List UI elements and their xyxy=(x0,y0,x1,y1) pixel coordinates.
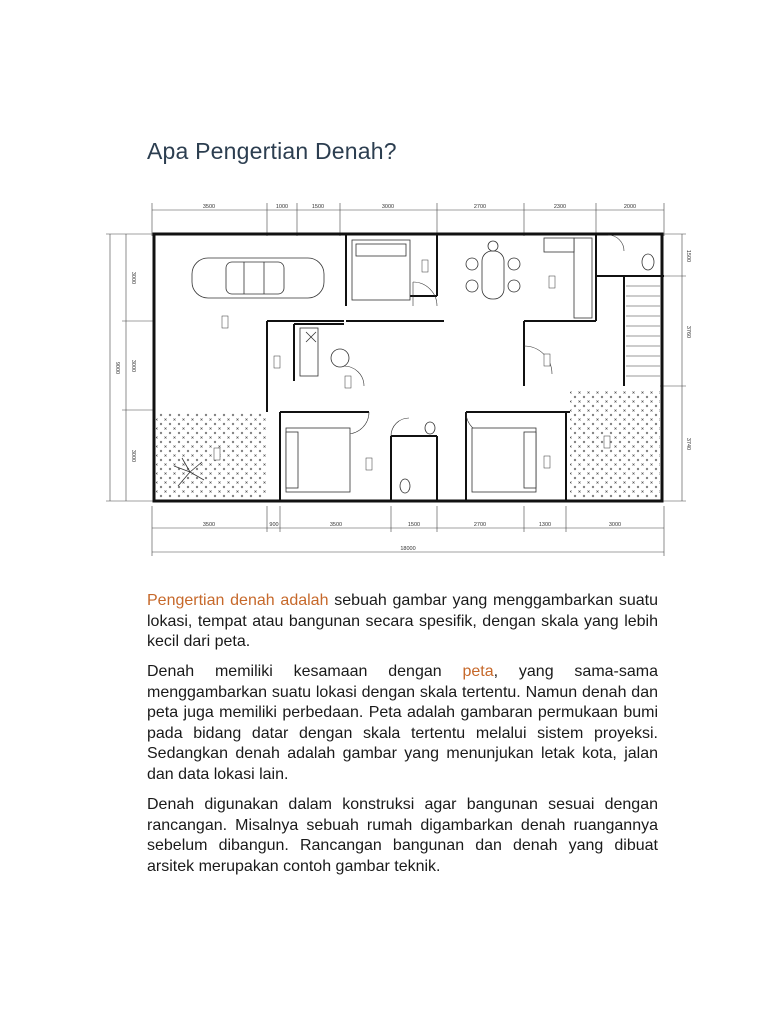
paragraph-3: Denah digunakan dalam konstruksi agar bangunan sesuai dengan rancangan. Misalnya sebuah rumah digambarkan denah ruangannya sebelum dibangun. Rancangan bangunan dan denah yang dibuat arsitek merupakan contoh gambar teknik. xyxy=(147,796,658,875)
dim-top-label: 3500 xyxy=(202,204,216,210)
paragraph-1 xyxy=(147,591,658,653)
dim-bottom-label: 1500 xyxy=(407,522,421,528)
dim-top-label: 3000 xyxy=(381,204,395,210)
bed-icon xyxy=(472,428,536,492)
dim-left-total-label: 9000 xyxy=(114,361,120,375)
dim-bottom-label: 3500 xyxy=(329,522,343,528)
peta-link[interactable]: peta xyxy=(462,663,494,680)
dim-left-label: 3000 xyxy=(130,359,136,373)
dim-top-label: 1500 xyxy=(311,204,325,210)
dim-bottom-label: 2700 xyxy=(473,522,487,528)
page-title: Apa Pengertian Denah? xyxy=(147,138,397,164)
bed-icon xyxy=(352,240,410,300)
dimension-right xyxy=(660,234,686,501)
stairs-icon xyxy=(626,286,660,376)
paragraph-2 xyxy=(147,662,658,785)
dim-total-label: 18000 xyxy=(400,546,416,552)
dim-left-label: 3000 xyxy=(130,449,136,463)
sofa-icon xyxy=(300,328,349,376)
car-icon xyxy=(192,258,324,298)
dim-top-label: 2300 xyxy=(553,204,567,210)
dim-bottom-label: 3500 xyxy=(202,522,216,528)
dim-left-label: 3000 xyxy=(130,271,136,285)
dim-right-label: 3740 xyxy=(685,437,691,451)
dim-right-label: 1500 xyxy=(685,249,691,263)
garden-left xyxy=(156,412,267,498)
dim-top-label: 1000 xyxy=(275,204,289,210)
dimension-left xyxy=(106,234,154,501)
dim-bottom-label: 1300 xyxy=(538,522,552,528)
paragraph-1-text: sebuah gambar yang menggambarkan suatu lokasi, tempat atau bangunan secara spesifik, dengan skala yang lebih kecil dari peta. xyxy=(147,592,658,650)
bed-icon xyxy=(286,428,350,492)
paragraph-2-before: Denah memiliki kesamaan dengan xyxy=(147,663,442,680)
dim-bottom-label: 3000 xyxy=(608,522,622,528)
dimension-top xyxy=(152,203,664,236)
floor-plan xyxy=(104,196,691,558)
dim-top-label: 2000 xyxy=(623,204,637,210)
definition-highlight: Pengertian denah adalah xyxy=(147,592,329,609)
dim-right-label: 3760 xyxy=(685,325,691,339)
paragraph-2-after: , yang sama-sama menggambarkan suatu lokasi dengan skala tertentu. Namun denah dan peta juga memiliki perbedaan. Peta adalah gambaran permukaan bumi pada bidang datar dengan skala tertentu melalui sistem proyeksi. Sedangkan denah adalah gambar yang menunjukan letak kota, jalan dan data lokasi lain. xyxy=(147,663,659,783)
garden-right xyxy=(570,390,660,498)
dining-table-icon xyxy=(466,241,520,299)
dim-bottom-label: 900 xyxy=(269,522,279,528)
dim-top-label: 2700 xyxy=(473,204,487,210)
